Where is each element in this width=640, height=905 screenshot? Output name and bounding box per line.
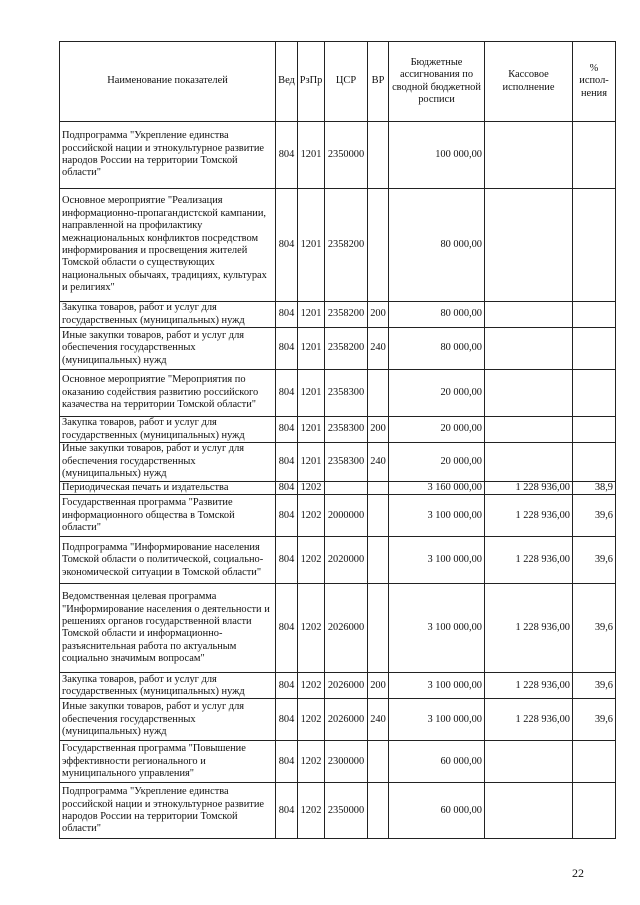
row-rzpr: 1202 bbox=[298, 482, 325, 495]
row-rzpr: 1202 bbox=[298, 699, 325, 741]
row-vr bbox=[368, 122, 389, 189]
row-budget: 3 100 000,00 bbox=[389, 699, 485, 741]
table-row bbox=[60, 370, 616, 417]
table-row bbox=[60, 783, 616, 839]
table-row bbox=[60, 189, 616, 302]
row-name: Основное мероприятие "Реализация информационно-пропагандистской кампании, направленной на профилактику межнациональных конфликтов посредством информирования и просвещения жителей Томской области о существующих национальных обычаях, традициях, культурах и религиях" bbox=[60, 189, 276, 302]
row-name: Периодическая печать и издательства bbox=[60, 482, 276, 495]
row-name: Закупка товаров, работ и услуг для государственных (муниципальных) нужд bbox=[60, 673, 276, 699]
row-csr: 2358300 bbox=[325, 443, 368, 482]
table-row bbox=[60, 537, 616, 584]
row-ved: 804 bbox=[276, 783, 298, 839]
row-vr bbox=[368, 741, 389, 783]
row-vr bbox=[368, 370, 389, 417]
row-rzpr: 1201 bbox=[298, 328, 325, 370]
row-csr: 2026000 bbox=[325, 673, 368, 699]
row-pct: 38,9 bbox=[573, 482, 616, 495]
table-row bbox=[60, 122, 616, 189]
table-body bbox=[60, 122, 616, 839]
table-row bbox=[60, 495, 616, 537]
row-ved: 804 bbox=[276, 482, 298, 495]
table-row bbox=[60, 673, 616, 699]
row-rzpr: 1201 bbox=[298, 417, 325, 443]
row-csr: 2000000 bbox=[325, 495, 368, 537]
row-budget: 20 000,00 bbox=[389, 417, 485, 443]
row-pct: 39,6 bbox=[573, 673, 616, 699]
header-ved: Вед bbox=[276, 42, 298, 122]
row-csr: 2026000 bbox=[325, 584, 368, 673]
row-rzpr: 1201 bbox=[298, 370, 325, 417]
row-ved: 804 bbox=[276, 699, 298, 741]
row-cash: 1 228 936,00 bbox=[485, 495, 573, 537]
row-budget: 3 100 000,00 bbox=[389, 495, 485, 537]
row-budget: 3 100 000,00 bbox=[389, 537, 485, 584]
row-rzpr: 1201 bbox=[298, 122, 325, 189]
row-pct bbox=[573, 741, 616, 783]
row-rzpr: 1202 bbox=[298, 783, 325, 839]
row-pct: 39,6 bbox=[573, 495, 616, 537]
row-ved: 804 bbox=[276, 495, 298, 537]
row-vr bbox=[368, 783, 389, 839]
row-pct bbox=[573, 122, 616, 189]
row-rzpr: 1202 bbox=[298, 537, 325, 584]
row-cash bbox=[485, 370, 573, 417]
budget-execution-table bbox=[59, 41, 616, 839]
row-pct bbox=[573, 328, 616, 370]
row-vr: 240 bbox=[368, 699, 389, 741]
row-csr bbox=[325, 482, 368, 495]
row-pct bbox=[573, 189, 616, 302]
row-csr: 2020000 bbox=[325, 537, 368, 584]
row-cash bbox=[485, 443, 573, 482]
table-row bbox=[60, 584, 616, 673]
row-budget: 20 000,00 bbox=[389, 443, 485, 482]
table-row bbox=[60, 699, 616, 741]
row-name: Закупка товаров, работ и услуг для государственных (муниципальных) нужд bbox=[60, 417, 276, 443]
row-ved: 804 bbox=[276, 370, 298, 417]
row-cash bbox=[485, 122, 573, 189]
row-budget: 20 000,00 bbox=[389, 370, 485, 417]
row-rzpr: 1201 bbox=[298, 302, 325, 328]
row-cash: 1 228 936,00 bbox=[485, 699, 573, 741]
row-budget: 100 000,00 bbox=[389, 122, 485, 189]
row-pct: 39,6 bbox=[573, 584, 616, 673]
row-csr: 2026000 bbox=[325, 699, 368, 741]
table-row bbox=[60, 741, 616, 783]
header-rzpr: РзПр bbox=[298, 42, 325, 122]
table-row bbox=[60, 302, 616, 328]
row-vr bbox=[368, 537, 389, 584]
row-rzpr: 1201 bbox=[298, 189, 325, 302]
header-vr: ВР bbox=[368, 42, 389, 122]
row-name: Иные закупки товаров, работ и услуг для обеспечения государственных (муниципальных) нужд bbox=[60, 699, 276, 741]
row-ved: 804 bbox=[276, 122, 298, 189]
row-budget: 80 000,00 bbox=[389, 328, 485, 370]
row-ved: 804 bbox=[276, 741, 298, 783]
row-csr: 2300000 bbox=[325, 741, 368, 783]
row-pct: 39,6 bbox=[573, 537, 616, 584]
row-name: Ведомственная целевая программа "Информирование населения о деятельности и решениях органов государственной власти Томской области и информационно-разъяснительная работа по актуальным социально значимым вопросам" bbox=[60, 584, 276, 673]
row-vr bbox=[368, 482, 389, 495]
row-name: Иные закупки товаров, работ и услуг для обеспечения государственных (муниципальных) нужд bbox=[60, 443, 276, 482]
row-rzpr: 1201 bbox=[298, 443, 325, 482]
row-vr bbox=[368, 189, 389, 302]
row-vr: 240 bbox=[368, 328, 389, 370]
row-vr: 200 bbox=[368, 302, 389, 328]
row-cash bbox=[485, 328, 573, 370]
row-budget: 3 160 000,00 bbox=[389, 482, 485, 495]
row-pct bbox=[573, 370, 616, 417]
row-csr: 2358200 bbox=[325, 302, 368, 328]
row-budget: 3 100 000,00 bbox=[389, 584, 485, 673]
row-cash bbox=[485, 417, 573, 443]
header-pct: % испол-нения bbox=[573, 42, 616, 122]
header-cash: Кассовое исполнение bbox=[485, 42, 573, 122]
row-cash bbox=[485, 302, 573, 328]
row-csr: 2358300 bbox=[325, 417, 368, 443]
row-budget: 60 000,00 bbox=[389, 783, 485, 839]
row-budget: 3 100 000,00 bbox=[389, 673, 485, 699]
row-name: Иные закупки товаров, работ и услуг для обеспечения государственных (муниципальных) нужд bbox=[60, 328, 276, 370]
row-ved: 804 bbox=[276, 417, 298, 443]
row-vr bbox=[368, 584, 389, 673]
row-ved: 804 bbox=[276, 673, 298, 699]
row-name: Подпрограмма "Укрепление единства российской нации и этнокультурное развитие народов России на территории Томской области" bbox=[60, 783, 276, 839]
row-rzpr: 1202 bbox=[298, 741, 325, 783]
row-vr: 200 bbox=[368, 673, 389, 699]
header-name: Наименование показателей bbox=[60, 42, 276, 122]
row-cash: 1 228 936,00 bbox=[485, 673, 573, 699]
row-pct bbox=[573, 417, 616, 443]
table-row bbox=[60, 443, 616, 482]
row-rzpr: 1202 bbox=[298, 584, 325, 673]
row-budget: 60 000,00 bbox=[389, 741, 485, 783]
row-cash: 1 228 936,00 bbox=[485, 537, 573, 584]
row-pct bbox=[573, 302, 616, 328]
row-cash bbox=[485, 189, 573, 302]
row-pct: 39,6 bbox=[573, 699, 616, 741]
row-name: Подпрограмма "Укрепление единства российской нации и этнокультурное развитие народов России на территории Томской области" bbox=[60, 122, 276, 189]
row-cash bbox=[485, 783, 573, 839]
row-budget: 80 000,00 bbox=[389, 189, 485, 302]
row-name: Государственная программа "Развитие информационного общества в Томской области" bbox=[60, 495, 276, 537]
row-ved: 804 bbox=[276, 537, 298, 584]
row-csr: 2350000 bbox=[325, 783, 368, 839]
row-ved: 804 bbox=[276, 328, 298, 370]
row-ved: 804 bbox=[276, 189, 298, 302]
table-header bbox=[60, 42, 616, 122]
row-pct bbox=[573, 783, 616, 839]
row-budget: 80 000,00 bbox=[389, 302, 485, 328]
row-csr: 2358300 bbox=[325, 370, 368, 417]
row-name: Закупка товаров, работ и услуг для государственных (муниципальных) нужд bbox=[60, 302, 276, 328]
table-row bbox=[60, 482, 616, 495]
row-cash: 1 228 936,00 bbox=[485, 584, 573, 673]
row-ved: 804 bbox=[276, 584, 298, 673]
header-csr: ЦСР bbox=[325, 42, 368, 122]
row-vr: 240 bbox=[368, 443, 389, 482]
row-ved: 804 bbox=[276, 443, 298, 482]
row-name: Государственная программа "Повышение эффективности регионального и муниципального управления" bbox=[60, 741, 276, 783]
header-row bbox=[60, 42, 616, 122]
row-csr: 2358200 bbox=[325, 328, 368, 370]
row-name: Основное мероприятие "Мероприятия по оказанию содействия развитию российского казачества на территории Томской области" bbox=[60, 370, 276, 417]
row-csr: 2350000 bbox=[325, 122, 368, 189]
page-number: 22 bbox=[572, 866, 584, 880]
row-vr: 200 bbox=[368, 417, 389, 443]
row-rzpr: 1202 bbox=[298, 673, 325, 699]
table-row bbox=[60, 328, 616, 370]
row-csr: 2358200 bbox=[325, 189, 368, 302]
row-rzpr: 1202 bbox=[298, 495, 325, 537]
row-cash: 1 228 936,00 bbox=[485, 482, 573, 495]
row-cash bbox=[485, 741, 573, 783]
row-pct bbox=[573, 443, 616, 482]
row-vr bbox=[368, 495, 389, 537]
table-row bbox=[60, 417, 616, 443]
row-ved: 804 bbox=[276, 302, 298, 328]
row-name: Подпрограмма "Информирование населения Томской области о политической, социально-экономической ситуации в Томской области" bbox=[60, 537, 276, 584]
header-budget: Бюджетные ассигнования по сводной бюджетной росписи bbox=[389, 42, 485, 122]
